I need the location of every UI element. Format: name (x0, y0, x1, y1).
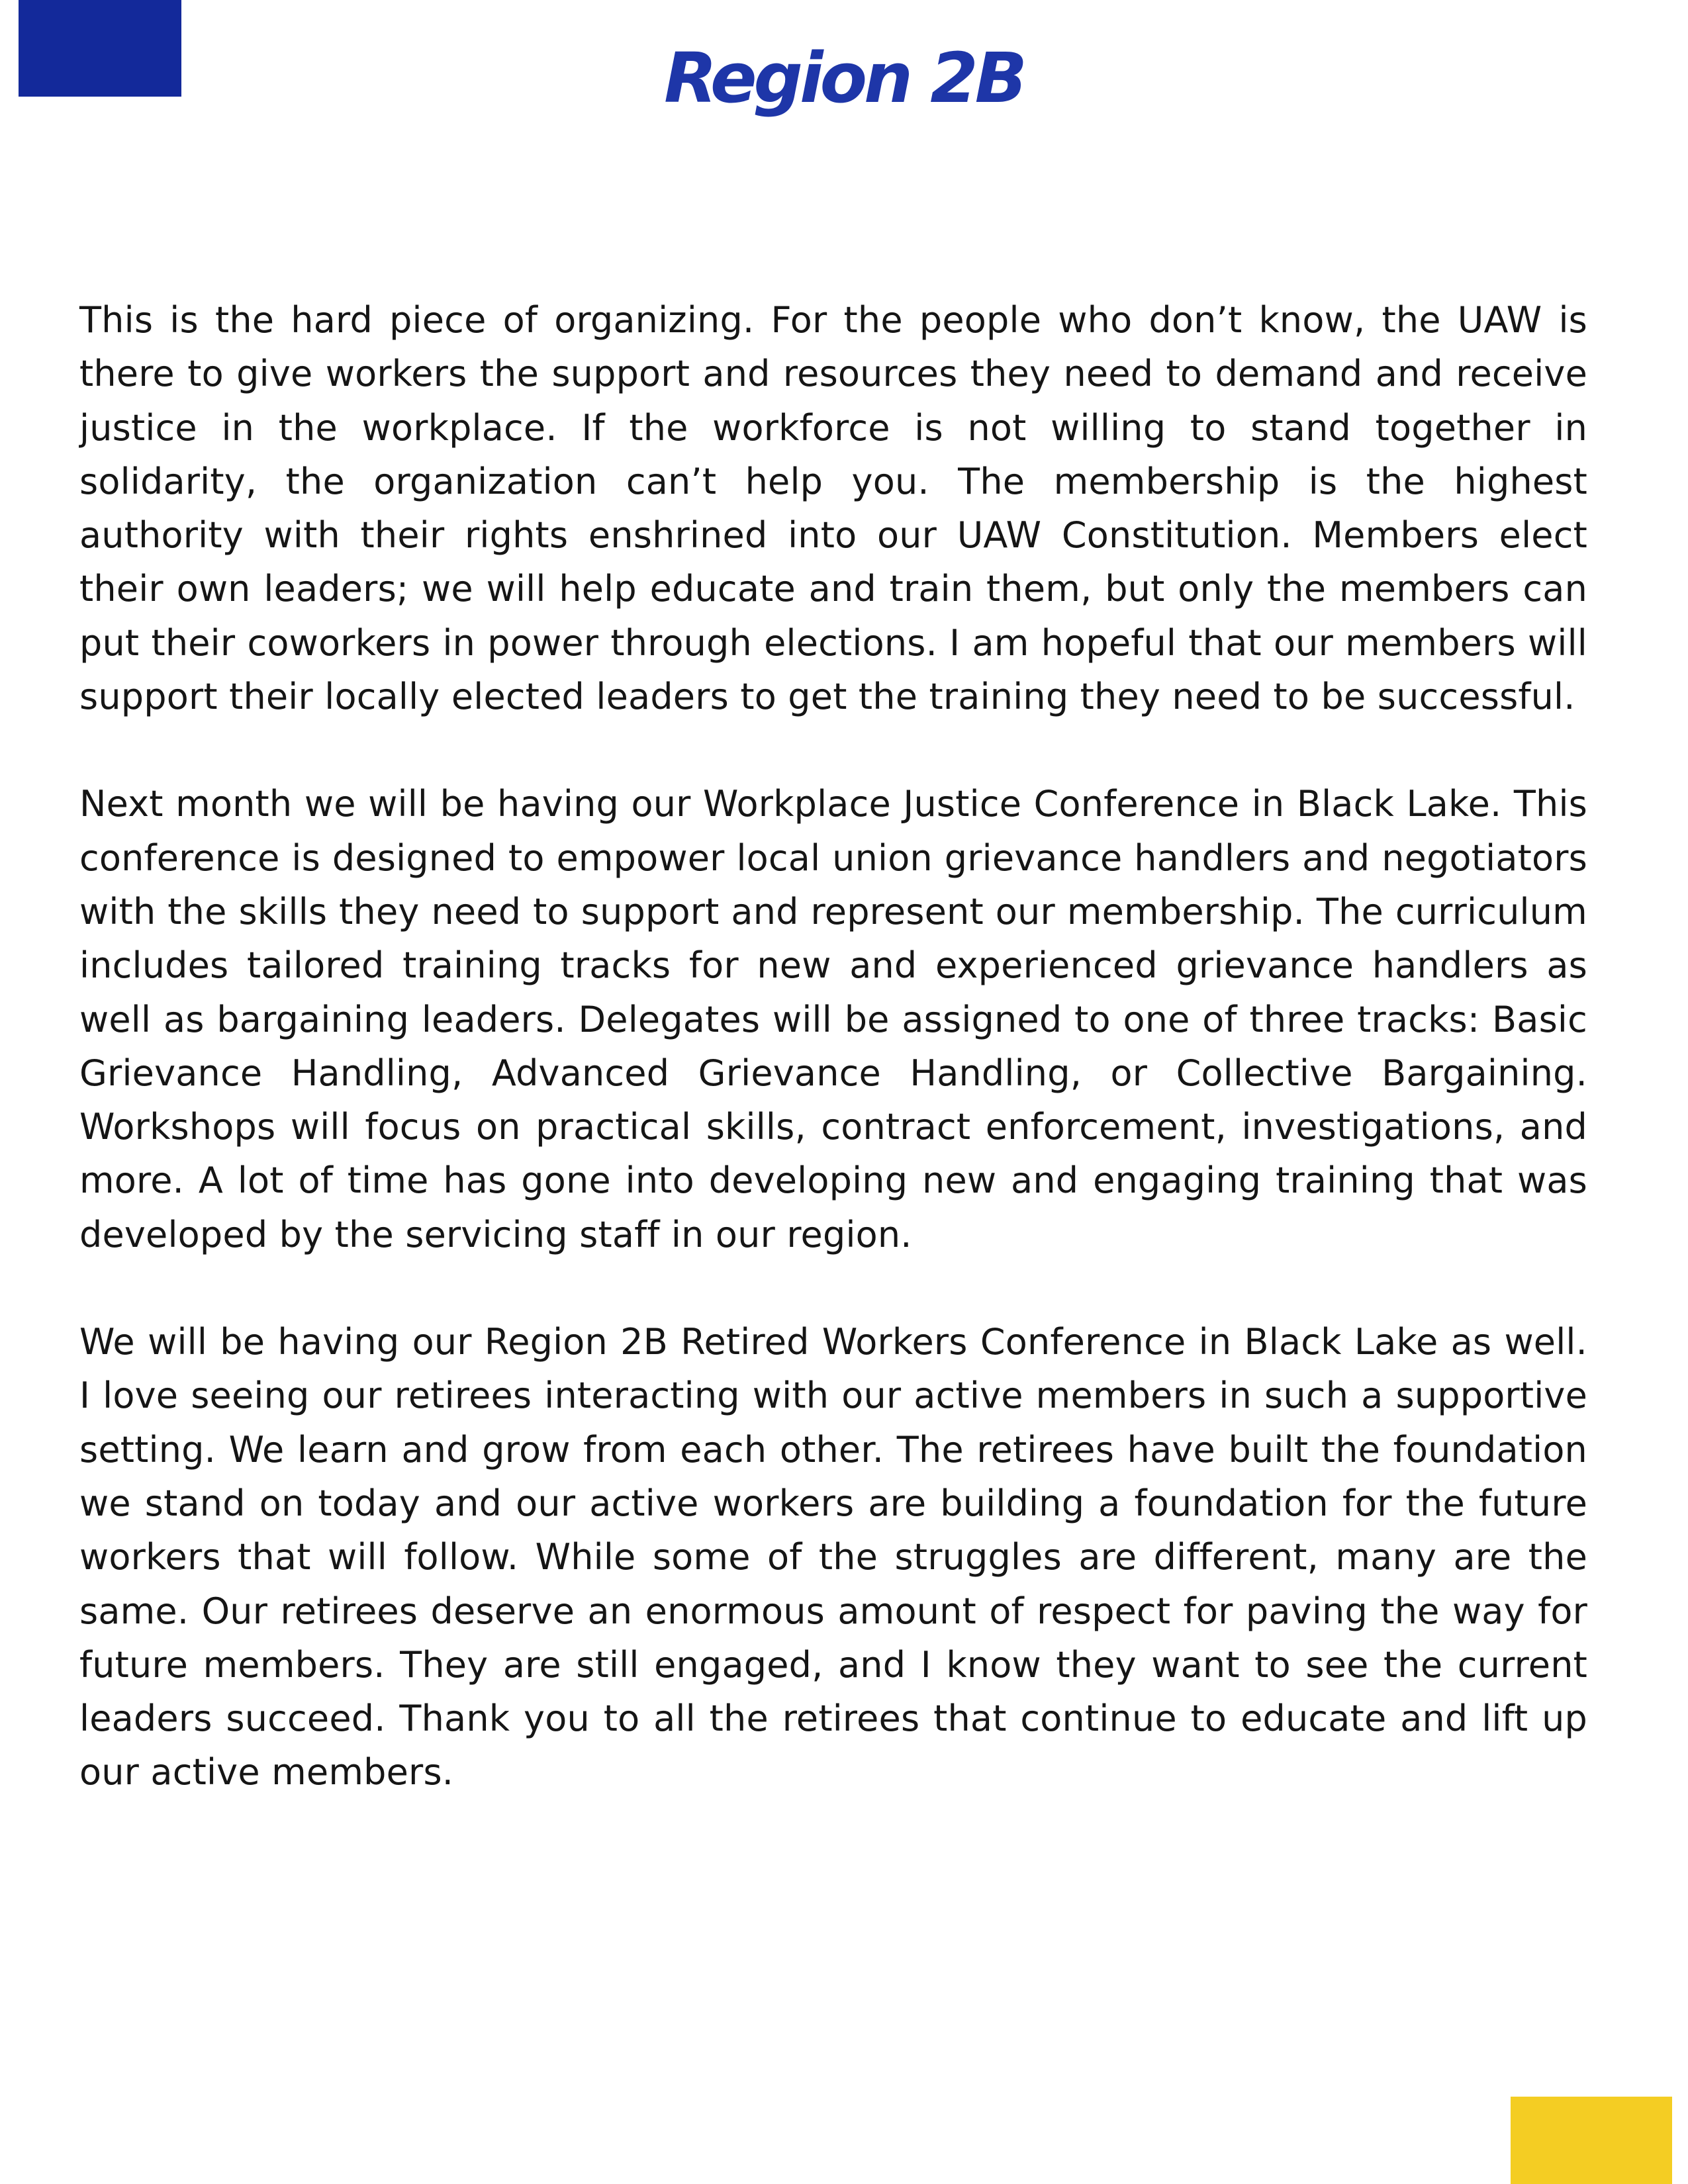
article-body (79, 293, 1587, 1799)
paragraph-workplace-justice-conference: Next month we will be having our Workplace Justice Conference in Black Lake. This conference is designed to empower local union grievance handlers and negotiators with the skills they need to support and represent our membership. The curriculum includes tailored training tracks for new and experienced grievance handlers as well as bargaining leaders. Delegates will be assigned to one of three tracks: Basic Grievance Handling, Advanced Grievance Handling, or Collective Bargaining. Workshops will focus on practical skills, contract enforcement, investigations, and more. A lot of time has gone into developing new and engaging training that was developed by the servicing staff in our region. (79, 783, 1587, 1255)
paragraph-retired-workers-conference: We will be having our Region 2B Retired Workers Conference in Black Lake as well. I love seeing our retirees interacting with our active members in such a supportive setting. We learn and grow from each other. The retirees have built the foundation we stand on today and our active workers are building a foundation for the future workers that will follow. While some of the struggles are different, many are the same. Our retirees deserve an enormous amount of respect for paving the way for future members. They are still engaged, and I know they want to see the current leaders succeed. Thank you to all the retirees that continue to educate and lift up our active members. (79, 1321, 1587, 1794)
paragraph-organizing: This is the hard piece of organizing. For the people who don’t know, the UAW is there to give workers the support and resources they need to demand and receive justice in the workplace. If the workforce is not willing to stand together in solidarity, the organization can’t help you. The membership is the highest authority with their rights enshrined into our UAW Constitution. Members elect their own leaders; we will help educate and train them, but only the members can put their coworkers in power through elections. I am hopeful that our members will support their locally elected leaders to get the training they need to be successful. (79, 299, 1587, 718)
corner-accent-yellow (1511, 2097, 1672, 2184)
page-title: Region 2B (664, 38, 1024, 118)
